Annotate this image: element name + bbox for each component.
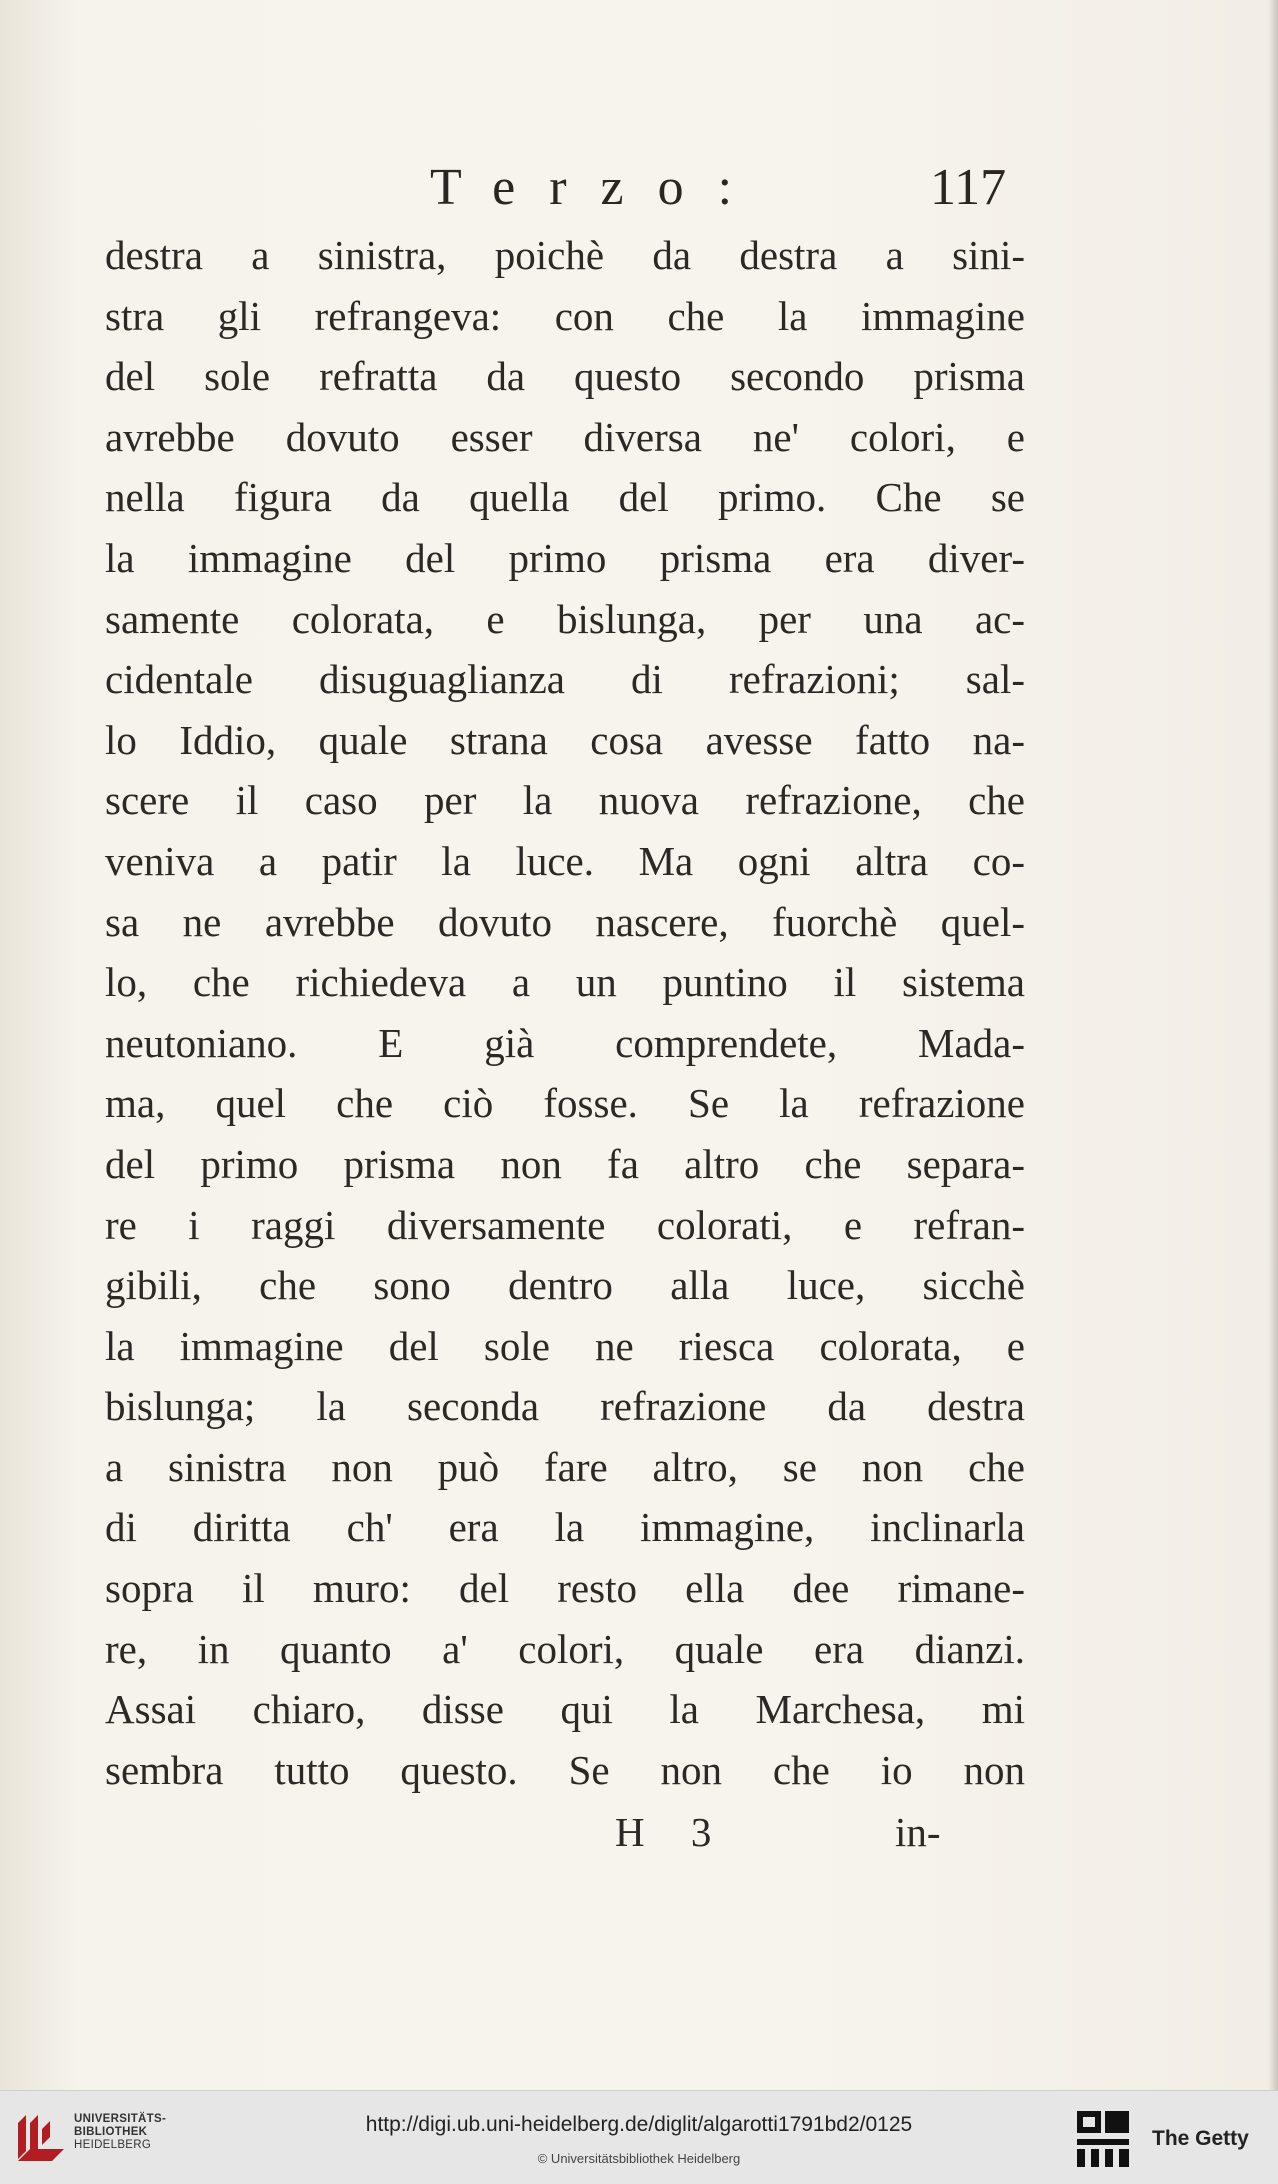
text-line: nella figura da quella del primo. Che se (105, 474, 1025, 521)
text-line: del primo prisma non fa altro che separa- (105, 1140, 1025, 1187)
partner-name: The Getty (1152, 2127, 1249, 2150)
library-name-line: UNIVERSITÄTS- (74, 2113, 167, 2125)
text-line: bislunga; la seconda refrazione da destra (105, 1383, 1025, 1430)
text-line: scere il caso per la nuova refrazione, che (105, 777, 1025, 824)
copyright-notice: © Universitätsbibliothek Heidelberg (537, 2151, 741, 2166)
library-name-line: HEIDELBERG (74, 2139, 152, 2151)
text-line: veniva a patir la luce. Ma ogni altra co- (105, 837, 1025, 884)
text-line: destra a sinistra, poichè da destra a sini- (105, 232, 1025, 278)
text-line: gibili, che sono dentro alla luce, sicchè (105, 1262, 1025, 1309)
text-line: neutoniano. E già comprendete, Mada- (105, 1019, 1025, 1066)
text-line: Assai chiaro, disse qui la Marchesa, mi (105, 1686, 1025, 1733)
text-line: sa ne avrebbe dovuto nascere, fuorchè quel- (105, 898, 1025, 945)
text-line: la immagine del sole ne riesca colorata, e (105, 1322, 1025, 1369)
text-line: lo Iddio, quale strana cosa avesse fatto na- (105, 716, 1025, 763)
text-line: re, in quanto a' colori, quale era dianzi. (105, 1625, 1025, 1672)
text-line: del sole refratta da questo secondo prisma (105, 353, 1025, 400)
page-number: 117 (930, 159, 1007, 216)
footer-bar (0, 2090, 1278, 2184)
text-line: ma, quel che ciò fosse. Se la refrazione (105, 1080, 1025, 1127)
page-edge-shadow (1268, 0, 1278, 2090)
signature-mark: H 3 (615, 1809, 730, 1855)
page-foot (0, 1808, 1278, 1868)
catchword: in- (895, 1809, 941, 1855)
text-line: cidentale disuguaglianza di refrazioni; sal- (105, 656, 1025, 703)
running-head (0, 158, 1278, 218)
text-line: di diritta ch' era la immagine, inclinarla (105, 1504, 1025, 1551)
permalink-url[interactable]: http://digi.ub.uni-heidelberg.de/diglit/algarotti1791bd2/0125 (365, 2113, 913, 2136)
library-name-line: BIBLIOTHEK (74, 2126, 148, 2138)
text-line: re i raggi diversamente colorati, e refran- (105, 1201, 1025, 1248)
text-line: sopra il muro: del resto ella dee rimane- (105, 1565, 1025, 1612)
getty-logo-icon (1075, 2109, 1131, 2169)
text-line: lo, che richiedeva a un puntino il sistema (105, 959, 1025, 1006)
body-text (105, 225, 1025, 1800)
text-line: samente colorata, e bislunga, per una ac- (105, 595, 1025, 642)
text-line: stra gli refrangeva: con che la immagine (105, 292, 1025, 339)
text-line: avrebbe dovuto esser diversa ne' colori, e (105, 413, 1025, 460)
running-head-title: Terzo: (430, 159, 767, 216)
text-line: la immagine del primo prisma era diver- (105, 534, 1025, 581)
text-line: sembra tutto questo. Se non che io non (105, 1746, 1025, 1793)
text-line: a sinistra non può fare altro, se non che (105, 1443, 1025, 1490)
